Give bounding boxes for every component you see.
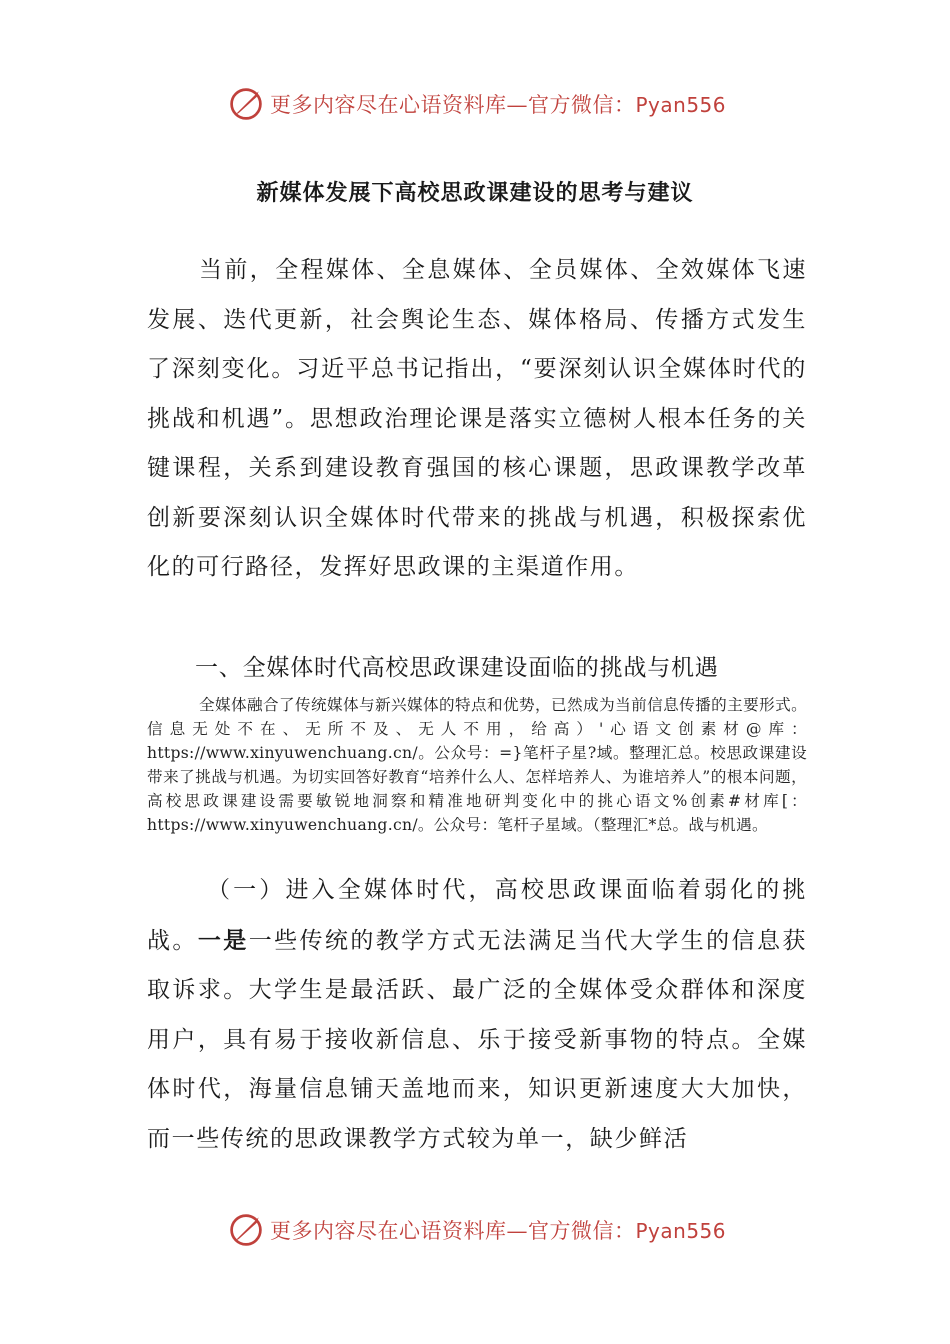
pen-logo-icon <box>228 1212 264 1248</box>
pen-logo-icon <box>228 86 264 122</box>
banner-text: 更多内容尽在心语资料库—官方微信：Pyan556 <box>270 93 727 117</box>
document-title: 新媒体发展下高校思政课建设的思考与建议 <box>256 180 694 206</box>
subsection-1-bold: 一是 <box>197 926 249 954</box>
subsection-1-paragraph <box>147 866 807 1164</box>
subsection-1-rest: 一些传统的教学方式无法满足当代大学生的信息获取诉求。大学生是最活跃、最广泛的全媒体受众群体和深度用户，具有易于接收新信息、乐于接受新事物的特点。全媒体时代，海量信息铺天盖地而来，知识更新速度大大加快，而一些传统的思政课教学方式较为单一，缺少鲜活 <box>147 927 808 1152</box>
footer-banner <box>228 1208 726 1252</box>
header-banner <box>228 82 726 126</box>
subsection-1-lead: （一）进入全媒体时代，高校思政课面临着弱化的挑战。 <box>147 877 807 954</box>
small-print-paragraph: 全媒体融合了传统媒体与新兴媒体的特点和优势，已然成为当前信息传播的主要形式。信息无处不在、无所不及、无人不用，给高）'心语文创素材@库：https://www.xinyuwenchuang.cn/。公众号：=}笔杆子星?域。整理汇总。校思政课建设带来了挑战与机遇。为切实回答好教育“培养什么人、怎样培养人、为谁培养人”的根本问题，高校思政课建设需要敏锐地洞察和精准地研判变化中的挑心语文%创素#材库[：https://www.xinyuwenchuang.cn/。公众号：笔杆子星域。（整理汇*总。战与机遇。 <box>147 696 807 834</box>
intro-paragraph: 当前，全程媒体、全息媒体、全员媒体、全效媒体飞速发展、迭代更新，社会舆论生态、媒体格局、传播方式发生了深刻变化。习近平总书记指出，“要深刻认识全媒体时代的挑战和机遇”。思想政治理论课是落实立德树人根本任务的关键课程，关系到建设教育强国的核心课题，思政课教学改革创新要深刻认识全媒体时代带来的挑战与机遇，积极探索优化的可行路径，发挥好思政课的主渠道作用。 <box>147 257 807 580</box>
banner-text: 更多内容尽在心语资料库—官方微信：Pyan556 <box>270 1219 727 1243</box>
section-heading-1: 一、全媒体时代高校思政课建设面临的挑战与机遇 <box>195 655 719 681</box>
